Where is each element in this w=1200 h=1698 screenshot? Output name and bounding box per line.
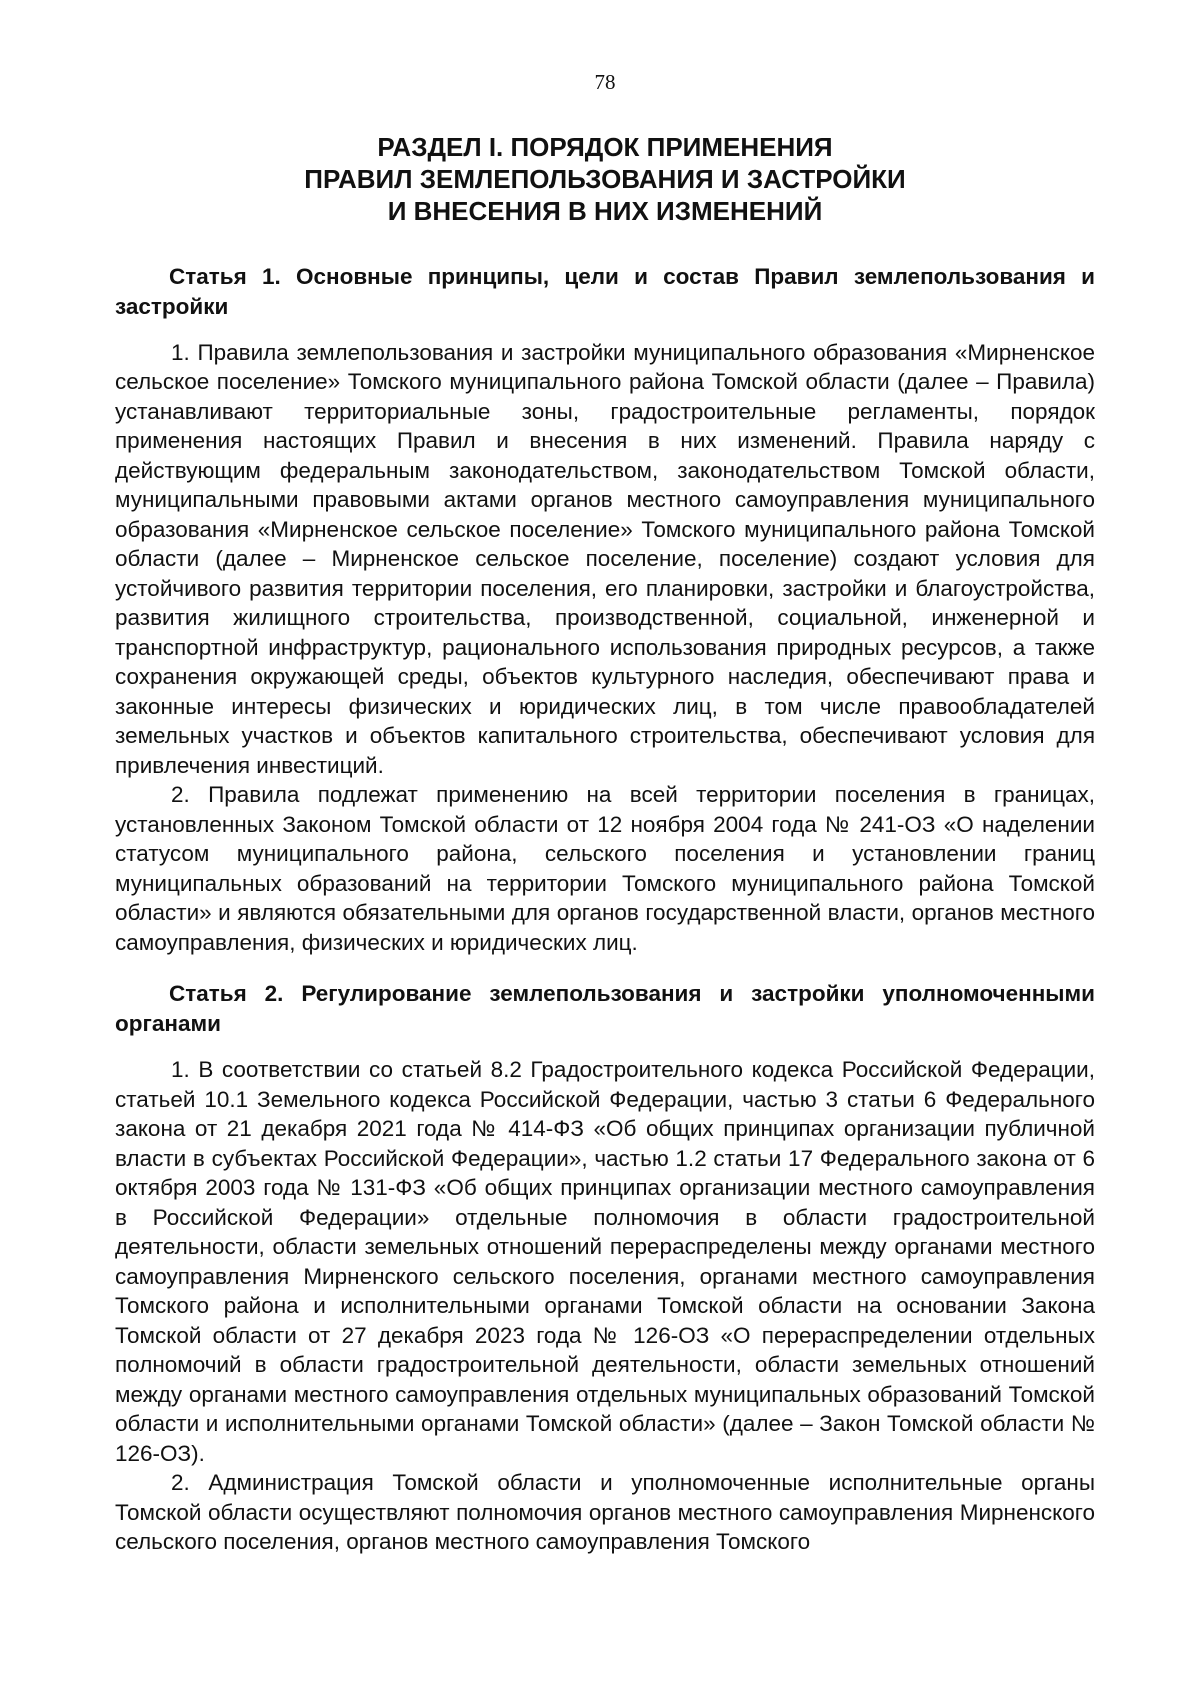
- section-title-line-1: РАЗДЕЛ I. ПОРЯДОК ПРИМЕНЕНИЯ: [377, 132, 833, 162]
- article-2-paragraph-1: 1. В соответствии со статьей 8.2 Градостроительного кодекса Российской Федерации, статьей 10.1 Земельного кодекса Российской Федерации, частью 3 статьи 6 Федерального закона от 21 декабря 2021 года № 414-ФЗ «Об общих принципах организации публичной власти в субъектах Российской Федерации», частью 1.2 статьи 17 Федерального закона от 6 октября 2003 года № 131-ФЗ «Об общих принципах организации местного самоуправления в Российской Федерации» отдельные полномочия в области градостроительной деятельности, области земельных отношений перераспределены между органами местного самоуправления Мирненского сельского поселения, органами местного самоуправления Томского района и исполнительными органами Томской области на основании Закона Томской области от 27 декабря 2023 года № 126-ОЗ «О перераспределении отдельных полномочий в области градостроительной деятельности, области земельных отношений между органами местного самоуправления отдельных муниципальных образований Томской области и исполнительными органами Томской области» (далее – Закон Томской области № 126-ОЗ).: [115, 1057, 1095, 1466]
- article-1-paragraph-1: 1. Правила землепользования и застройки муниципального образования «Мирненское сельское поселение» Томского муниципального района Томской области (далее – Правила) устанавливают территориальные зоны, градостроительные регламенты, порядок применения настоящих Правил и внесения в них изменений. Правила наряду с действующим федеральным законодательством, законодательством Томской области, муниципальными правовыми актами органов местного самоуправления муниципального образования «Мирненское сельское поселение» Томского муниципального района Томской области (далее – Мирненское сельское поселение, поселение) создают условия для устойчивого развития территории поселения, его планировки, застройки и благоустройства, развития жилищного строительства, производственной, социальной, инженерной и транспортной инфраструктур, рационального использования природных ресурсов, а также сохранения окружающей среды, объектов культурного наследия, обеспечивают права и законные интересы физических и юридических лиц, в том числе правообладателей земельных участков и объектов капитального строительства, обеспечивают условия для привлечения инвестиций.: [115, 339, 1095, 778]
- article-2-title: Статья 2. Регулирование землепользования и застройки уполномоченными органами: [115, 981, 1095, 1037]
- article-1-title: Статья 1. Основные принципы, цели и состав Правил землепользования и застройки: [115, 263, 1095, 319]
- article-2-paragraph-2: 2. Администрация Томской области и уполномоченные исполнительные органы Томской области осуществляют полномочия органов местного самоуправления Мирненского сельского поселения, органов местного самоуправления Томского: [115, 1470, 1095, 1555]
- section-title: [115, 131, 1095, 228]
- article-2: [115, 979, 1095, 1557]
- section-title-line-2: ПРАВИЛ ЗЕМЛЕПОЛЬЗОВАНИЯ И ЗАСТРОЙКИ: [304, 164, 906, 195]
- section-title-line-3: И ВНЕСЕНИЯ В НИХ ИЗМЕНЕНИЙ: [387, 196, 823, 227]
- article-1: [115, 262, 1095, 958]
- page-number: 78: [594, 70, 616, 94]
- article-1-paragraph-2: 2. Правила подлежат применению на всей территории поселения в границах, установленных Законом Томской области от 12 ноября 2004 года № 241-ОЗ «О наделении статусом муниципального района, сельского поселения и установлении границ муниципальных образований на территории Томского муниципального района Томской области» и являются обязательными для органов государственной власти, органов местного самоуправления, физических и юридических лиц.: [115, 782, 1095, 955]
